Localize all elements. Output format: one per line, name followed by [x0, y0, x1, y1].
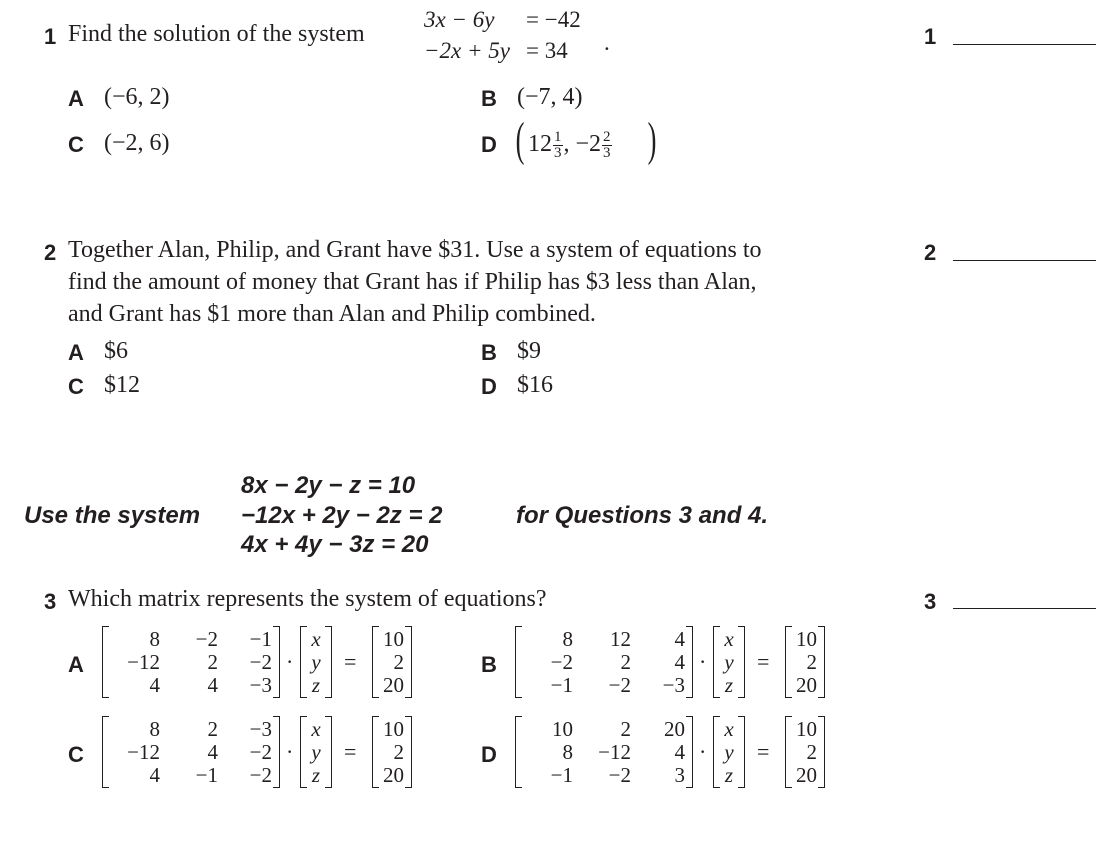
q2-choice-a-value: $6: [104, 338, 128, 364]
matrix-cell: 4: [207, 740, 218, 764]
matrix-cell: −2: [249, 763, 272, 787]
vector-cell: 10: [383, 627, 404, 651]
vector-cell: x: [311, 627, 321, 651]
vector-cell: 2: [806, 650, 817, 674]
matrix-cell: −1: [550, 673, 573, 697]
right-paren: ): [647, 113, 657, 166]
q2-choice-c-value: $12: [104, 372, 140, 398]
left-bracket: [102, 716, 109, 788]
vector-cell: 2: [393, 740, 404, 764]
question-2-line-2: find the amount of money that Grant has if Philip has $3 less than Alan,: [68, 269, 757, 295]
matrix-cell: 4: [149, 673, 160, 697]
multiplication-dot: ·: [286, 739, 294, 764]
answer-1-label: 1: [924, 24, 937, 49]
vector-cell: x: [724, 717, 734, 741]
matrix-cell: −2: [249, 740, 272, 764]
q1-choice-b-value: (−7, 4): [517, 84, 583, 110]
vector-cell: 10: [796, 627, 817, 651]
q3-choice-b-coefficient-matrix: [515, 626, 693, 698]
left-bracket: [372, 716, 379, 788]
matrix-cell: 12: [610, 627, 631, 651]
matrix-cell: 2: [207, 717, 218, 741]
q2-choice-c-letter[interactable]: C: [68, 374, 84, 399]
multiplication-dot: ·: [699, 739, 707, 764]
matrix-cell: −2: [195, 627, 218, 651]
right-bracket: [405, 626, 412, 698]
vector-cell: 10: [796, 717, 817, 741]
matrix-cell: −3: [249, 673, 272, 697]
q3-choice-b-constant-vector: [785, 626, 825, 698]
vector-cell: 10: [383, 717, 404, 741]
matrix-cell: 8: [149, 627, 160, 651]
answer-3-label: 3: [924, 589, 937, 614]
q3-choice-d-coefficient-matrix: [515, 716, 693, 788]
left-paren: (: [515, 113, 525, 166]
q2-choice-a-letter[interactable]: A: [68, 340, 84, 365]
q2-choice-d-letter[interactable]: D: [481, 374, 497, 399]
right-bracket: [273, 626, 280, 698]
q3-choice-d-letter[interactable]: D: [481, 742, 497, 767]
q1-choice-a-value: (−6, 2): [104, 84, 170, 110]
q1-system-eq1-lhs: 3x − 6y: [424, 7, 495, 32]
matrix-cell: 4: [674, 740, 685, 764]
q1-system-eq1-rhs: = −42: [526, 7, 581, 32]
question-3-text: Which matrix represents the system of equations?: [68, 586, 547, 612]
q3-choice-c-constant-vector: [372, 716, 412, 788]
vector-cell: 20: [383, 763, 404, 787]
q3-choice-d-constant-vector: [785, 716, 825, 788]
q1-choice-d-letter[interactable]: D: [481, 132, 497, 157]
matrix-cell: −1: [195, 763, 218, 787]
answer-2-line[interactable]: [953, 260, 1096, 261]
multiplication-dot: ·: [286, 649, 294, 674]
left-bracket: [785, 716, 792, 788]
q1-system-period: .: [604, 30, 610, 55]
shared-system-prefix: Use the system: [24, 502, 201, 529]
shared-system-suffix: for Questions 3 and 4.: [516, 502, 769, 529]
matrix-cell: 4: [207, 673, 218, 697]
answer-1-line[interactable]: [953, 44, 1096, 45]
left-bracket: [515, 716, 522, 788]
question-2-number: 2: [44, 240, 57, 265]
right-bracket: [818, 626, 825, 698]
matrix-cell: 4: [674, 627, 685, 651]
d-whole-1: 12: [528, 131, 552, 158]
q1-system-eq2-lhs: −2x + 5y: [424, 38, 510, 63]
q2-choice-b-value: $9: [517, 338, 541, 364]
matrix-cell: 2: [620, 717, 631, 741]
q3-choice-c-variable-vector: [300, 716, 332, 788]
matrix-cell: −2: [608, 763, 631, 787]
left-bracket: [372, 626, 379, 698]
matrix-cell: 8: [562, 627, 573, 651]
q3-choice-a-coefficient-matrix: [102, 626, 280, 698]
answer-3-line[interactable]: [953, 608, 1096, 609]
vector-cell: y: [724, 650, 734, 674]
shared-system-eq2: −12x + 2y − 2z = 2: [241, 502, 443, 529]
q1-choice-b-letter[interactable]: B: [481, 86, 497, 111]
q1-system-eq2-rhs: = 34: [526, 38, 568, 63]
vector-cell: z: [311, 763, 321, 787]
q3-choice-b-letter[interactable]: B: [481, 652, 497, 677]
right-bracket: [273, 716, 280, 788]
vector-cell: y: [311, 740, 321, 764]
matrix-cell: 20: [664, 717, 685, 741]
matrix-cell: 8: [562, 740, 573, 764]
d-fraction-2: $\frac{2}{3}$: [603, 129, 611, 161]
vector-cell: z: [724, 763, 734, 787]
left-bracket: [515, 626, 522, 698]
shared-system-eq3: 4x + 4y − 3z = 20: [241, 531, 429, 558]
q3-choice-a-variable-vector: [300, 626, 332, 698]
vector-cell: y: [724, 740, 734, 764]
q3-choice-d-variable-vector: [713, 716, 745, 788]
left-bracket: [785, 626, 792, 698]
matrix-cell: 4: [674, 650, 685, 674]
vector-cell: 2: [393, 650, 404, 674]
vector-cell: x: [724, 627, 734, 651]
matrix-cell: −2: [608, 673, 631, 697]
equals-sign: =: [344, 739, 357, 764]
q1-choice-a-letter[interactable]: A: [68, 86, 84, 111]
equals-sign: =: [757, 649, 770, 674]
matrix-cell: −2: [249, 650, 272, 674]
q3-choice-a-constant-vector: [372, 626, 412, 698]
matrix-cell: −1: [249, 627, 272, 651]
left-bracket: [102, 626, 109, 698]
matrix-cell: −1: [550, 763, 573, 787]
right-bracket: [405, 716, 412, 788]
q2-choice-d-value: $16: [517, 372, 553, 398]
equals-sign: =: [344, 649, 357, 674]
vector-cell: y: [311, 650, 321, 674]
question-3-number: 3: [44, 589, 57, 614]
right-bracket: [818, 716, 825, 788]
vector-cell: 20: [383, 673, 404, 697]
answer-2-label: 2: [924, 240, 937, 265]
right-bracket: [686, 626, 693, 698]
vector-cell: z: [724, 673, 734, 697]
question-2-line-1: Together Alan, Philip, and Grant have $31. Use a system of equations to: [68, 237, 762, 263]
vector-cell: z: [311, 673, 321, 697]
matrix-cell: 4: [149, 763, 160, 787]
q3-choice-a-letter[interactable]: A: [68, 652, 84, 677]
right-bracket: [686, 716, 693, 788]
question-2-line-3: and Grant has $1 more than Alan and Philip combined.: [68, 301, 596, 327]
question-1-number: 1: [44, 24, 57, 49]
matrix-cell: −2: [550, 650, 573, 674]
matrix-cell: −3: [662, 673, 685, 697]
vector-cell: 20: [796, 673, 817, 697]
q3-choice-b-variable-vector: [713, 626, 745, 698]
question-1-text: Find the solution of the system: [68, 21, 365, 47]
q1-choice-c-letter[interactable]: C: [68, 132, 84, 157]
d-fraction-1: $\frac{1}{3}$: [554, 129, 562, 161]
equals-sign: =: [757, 739, 770, 764]
vector-cell: 20: [796, 763, 817, 787]
q3-choice-c-coefficient-matrix: [102, 716, 280, 788]
matrix-cell: −12: [127, 740, 160, 764]
d-separator: , −2: [563, 131, 602, 158]
multiplication-dot: ·: [699, 649, 707, 674]
q2-choice-b-letter[interactable]: B: [481, 340, 497, 365]
matrix-cell: 2: [207, 650, 218, 674]
vector-cell: 2: [806, 740, 817, 764]
matrix-cell: −12: [127, 650, 160, 674]
matrix-cell: −12: [598, 740, 631, 764]
matrix-cell: 3: [674, 763, 685, 787]
matrix-cell: 8: [149, 717, 160, 741]
q1-choice-c-value: (−2, 6): [104, 130, 170, 156]
matrix-cell: −3: [249, 717, 272, 741]
vector-cell: x: [311, 717, 321, 741]
matrix-cell: 10: [552, 717, 573, 741]
matrix-cell: 2: [620, 650, 631, 674]
shared-system-eq1: 8x − 2y − z = 10: [241, 472, 416, 499]
q3-choice-c-letter[interactable]: C: [68, 742, 84, 767]
